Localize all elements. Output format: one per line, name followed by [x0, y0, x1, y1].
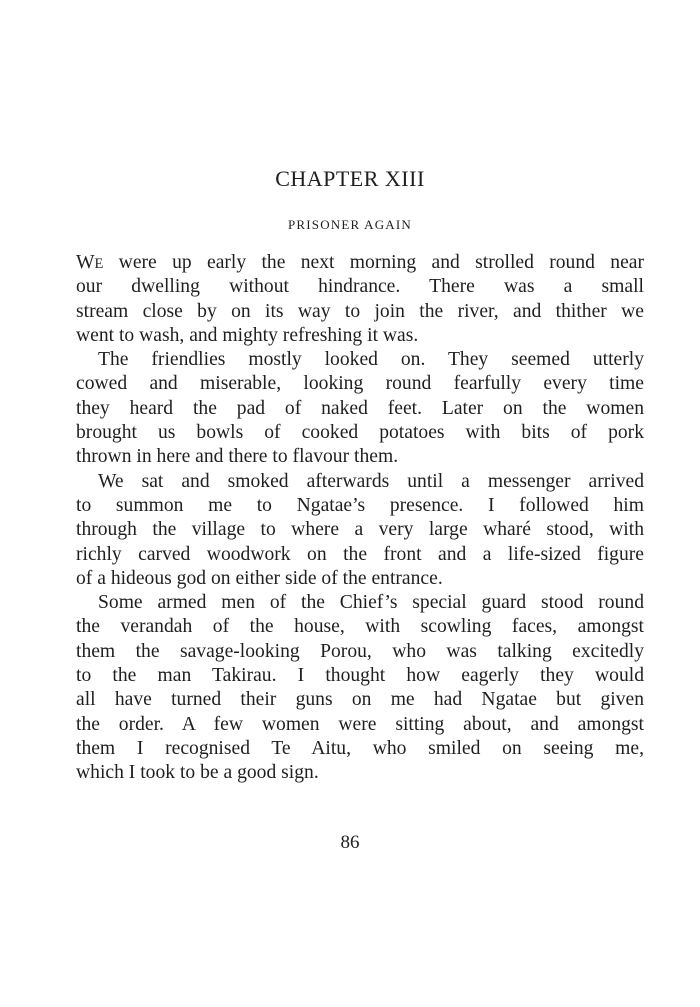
text-line: all have turned their guns on me had Ngatae but given	[76, 689, 644, 711]
text-line: them the savage-looking Porou, who was talking excitedly	[76, 640, 644, 662]
text-line: stream close by on its way to join the river, and thither we	[76, 300, 644, 322]
chapter-title: CHAPTER XIII	[275, 166, 425, 191]
text-line: Some armed men of the Chief’s special guard stood round	[98, 592, 644, 614]
text-line: through the village to where a very large wharé stood, with	[76, 519, 644, 541]
dropcap-smallcap: E	[94, 256, 104, 272]
text-line: to the man Takirau. I thought how eagerly they would	[76, 665, 644, 687]
text-line: they heard the pad of naked feet. Later on the women	[76, 397, 644, 419]
text-line: our dwelling without hindrance. There was a small	[76, 276, 644, 298]
text-line: brought us bowls of cooked potatoes with bits of pork	[76, 422, 644, 444]
text-line: them I recognised Te Aitu, who smiled on seeing me,	[76, 737, 644, 759]
dropcap-lead: W	[76, 252, 95, 273]
text-line: the order. A few women were sitting about, and amongst	[76, 713, 644, 735]
text-line: to summon me to Ngatae’s presence. I followed him	[76, 494, 644, 516]
body-text	[76, 251, 644, 786]
text-line: The friendlies mostly looked on. They seemed utterly	[98, 349, 644, 371]
page-number: 86	[340, 832, 360, 853]
chapter-subtitle: PRISONER AGAIN	[287, 217, 413, 232]
text-line: We sat and smoked afterwards until a messenger arrived	[98, 470, 644, 492]
text-line-content: were up early the next morning and strolled round near	[103, 252, 644, 273]
text-line: of a hideous god on either side of the entrance.	[76, 567, 443, 589]
text-line: thrown in here and there to flavour them.	[76, 446, 399, 468]
text-line: richly carved woodwork on the front and a life-sized figure	[76, 543, 644, 565]
text-line	[76, 251, 644, 275]
text-line: which I took to be a good sign.	[76, 762, 319, 784]
text-line: went to wash, and mighty refreshing it was.	[76, 324, 419, 346]
text-line: cowed and miserable, looking round fearfully every time	[76, 373, 644, 395]
text-line: the verandah of the house, with scowling faces, amongst	[76, 616, 644, 638]
